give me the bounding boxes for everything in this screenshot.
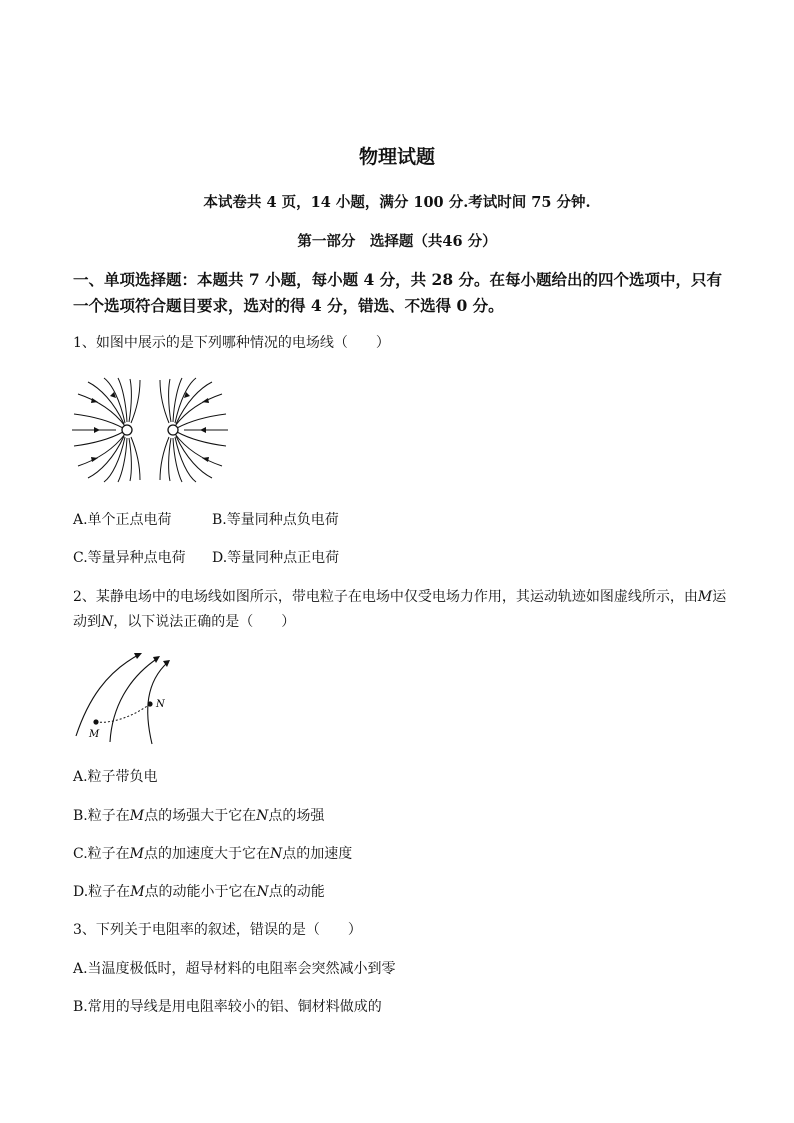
q2-option-b: B.粒子在M点的场强大于它在N点的场强 [73, 808, 325, 824]
q2-trajectory-figure [70, 650, 180, 745]
q1-option-a: A.单个正点电荷 [73, 512, 172, 528]
q2-option-d: D.粒子在M点的动能小于它在N点的动能 [73, 884, 325, 900]
q1-option-c: C.等量异种点电荷 [73, 550, 186, 566]
part-heading: 第一部分 选择题（共46 分） [297, 233, 497, 250]
q3-stem: 3、下列关于电阻率的叙述，错误的是（ ） [73, 922, 362, 938]
q2-stem-line1: 2、某静电场中的电场线如图所示，带电粒子在电场中仅受电场力作用，其运动轨迹如图虚线所示，由M运 [73, 589, 727, 605]
exam-info: 本试卷共 4 页，14 小题，满分 100 分.考试时间 75 分钟. [203, 194, 591, 211]
q1-field-lines-figure [70, 376, 230, 486]
q2-option-c: C.粒子在M点的加速度大于它在N点的加速度 [73, 846, 353, 862]
page-title: 物理试题 [358, 146, 435, 168]
q3-option-b: B.常用的导线是用电阻率较小的铝、铜材料做成的 [73, 999, 382, 1015]
figure-label-m: M [89, 729, 100, 740]
q2-option-a: A.粒子带负电 [73, 769, 158, 785]
section-heading-line1: 一、单项选择题：本题共 7 小题，每小题 4 分，共 28 分。在每小题给出的四个选项中，只有 [73, 270, 723, 289]
q3-option-a: A.当温度极低时，超导材料的电阻率会突然减小到零 [73, 961, 396, 977]
q1-stem: 1、如图中展示的是下列哪种情况的电场线（ ） [73, 335, 390, 351]
q1-option-b: B.等量同种点负电荷 [212, 512, 339, 528]
figure-label-n: N [156, 699, 165, 710]
q2-stem-line2: 动到N，以下说法正确的是（ ） [73, 614, 296, 630]
section-heading-line2: 一个选项符合题目要求，选对的得 4 分，错选、不选得 0 分。 [73, 296, 504, 315]
q1-option-d: D.等量同种点正电荷 [212, 550, 340, 566]
